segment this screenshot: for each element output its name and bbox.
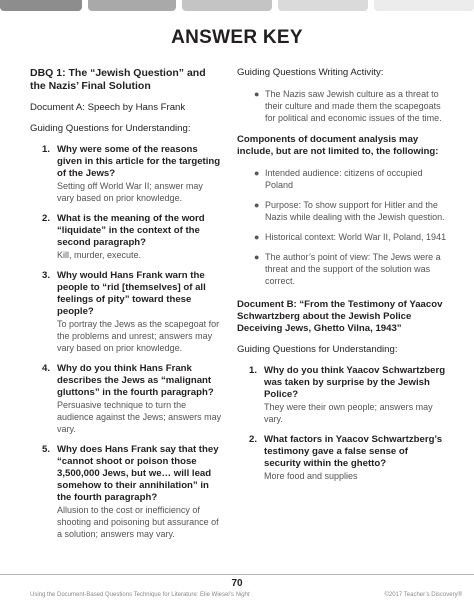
bullet-item — [237, 231, 447, 243]
bullet-dot-icon: ● — [254, 252, 260, 262]
bullet-item — [237, 167, 447, 191]
bullet-text: The author’s point of view: The Jews were a threat and the support of the solution was correct. — [265, 252, 441, 286]
question-item — [30, 213, 222, 261]
question-text: What is the meaning of the word “liquidate” in the context of the second paragraph? — [57, 213, 205, 248]
footer-divider — [0, 574, 474, 575]
question-number: 5. — [42, 444, 51, 455]
question-number: 2. — [42, 213, 51, 224]
page-title: ANSWER KEY — [171, 27, 303, 48]
bullet-dot-icon: ● — [254, 89, 260, 99]
question-list — [237, 365, 447, 482]
header-tab-2 — [88, 0, 176, 11]
document-b-heading: Document B: “From the Testimony of Yaacov Schwartzberg about the Jewish Police Deceiving Jews, Ghetto Vilna, 1943” — [237, 299, 443, 334]
footer-source — [30, 592, 250, 598]
right-column — [237, 67, 447, 491]
document-a-heading: Document A: Speech by Hans Frank — [30, 102, 186, 113]
bullet-dot-icon: ● — [254, 200, 260, 210]
guiding-questions-heading: Guiding Questions for Understanding: — [30, 123, 191, 134]
header-tab-4 — [278, 0, 368, 11]
answer-text: Kill, murder, execute. — [57, 250, 142, 260]
answer-text: More food and supplies — [264, 471, 358, 481]
bullet-text: Intended audience: citizens of occupied Poland — [265, 168, 423, 190]
bullet-item — [237, 251, 447, 287]
question-number: 2. — [249, 434, 258, 445]
question-item — [237, 434, 447, 482]
footer-book-title: Night — [235, 592, 250, 598]
question-number: 3. — [42, 270, 51, 281]
question-item — [237, 365, 447, 425]
answer-text: To portray the Jews as the scapegoat for the problems and unrest; answers may vary based on prior knowledge. — [57, 319, 220, 353]
bullet-dot-icon: ● — [254, 168, 260, 178]
question-item — [30, 144, 222, 204]
header-tab-1 — [0, 0, 82, 11]
question-item — [30, 444, 222, 540]
bullet-item — [237, 88, 447, 124]
left-column — [30, 67, 222, 549]
header-tab-strip — [0, 0, 474, 11]
bullet-dot-icon: ● — [254, 232, 260, 242]
components-list — [237, 167, 447, 287]
bullet-text: The Nazis saw Jewish culture as a threat to their culture and made them the scapegoats for political and economic issues of the time. — [265, 89, 442, 123]
question-number: 1. — [249, 365, 258, 376]
bullet-item — [237, 199, 447, 223]
question-item — [30, 363, 222, 435]
guiding-questions-heading: Guiding Questions for Understanding: — [237, 344, 398, 355]
question-list — [30, 144, 222, 540]
writing-activity-list — [237, 88, 447, 124]
bullet-text: Purpose: To show support for Hitler and the Nazis while dealing with the Jewish question. — [265, 200, 445, 222]
question-text: Why do you think Yaacov Schwartzberg was taken by surprise by the Jewish Police? — [264, 365, 446, 400]
writing-activity-heading: Guiding Questions Writing Activity: — [237, 67, 384, 78]
question-text: What factors in Yaacov Schwartzberg’s testimony gave a false sense of security within the ghetto? — [264, 434, 443, 469]
answer-text: Persuasive technique to turn the audience against the Jews; answers may vary. — [57, 400, 222, 434]
question-text: Why would Hans Frank warn the people to “rid [themselves] of all feelings of pity” toward these people? — [57, 270, 206, 317]
answer-text: Allusion to the cost or inefficiency of shooting and poisoning but assurance of a solution; answers may vary. — [57, 505, 219, 539]
answer-text: Setting off World War II; answer may vary based on prior knowledge. — [57, 181, 203, 203]
header-tab-5 — [374, 0, 474, 11]
dbq-title: DBQ 1: The “Jewish Question” and the Nazis’ Final Solution — [30, 67, 206, 92]
bullet-text: Historical context: World War II, Poland, 1941 — [265, 232, 447, 242]
footer-source-text: Using the Document-Based Questions Technique for Literature: Elie Wiesel’s — [30, 592, 236, 598]
header-tab-3 — [182, 0, 272, 11]
question-text: Why were some of the reasons given in this article for the targeting of the Jews? — [57, 144, 221, 179]
answer-text: They were their own people; answers may vary. — [264, 402, 433, 424]
question-item — [30, 270, 222, 354]
components-heading: Components of document analysis may include, but are not limited to, the following: — [237, 134, 439, 157]
footer-copyright: ©2017 Teacher’s Discovery® — [384, 592, 462, 598]
question-text: Why does Hans Frank say that they “cannot shoot or poison those 3,500,000 Jews, but we… will lead somehow to their annihilation” in the fourth paragraph? — [57, 444, 219, 503]
question-text: Why do you think Hans Frank describes the Jews as “malignant gluttons” in the fourth paragraph? — [57, 363, 214, 398]
question-number: 4. — [42, 363, 51, 374]
question-number: 1. — [42, 144, 51, 155]
page-number: 70 — [231, 578, 243, 589]
